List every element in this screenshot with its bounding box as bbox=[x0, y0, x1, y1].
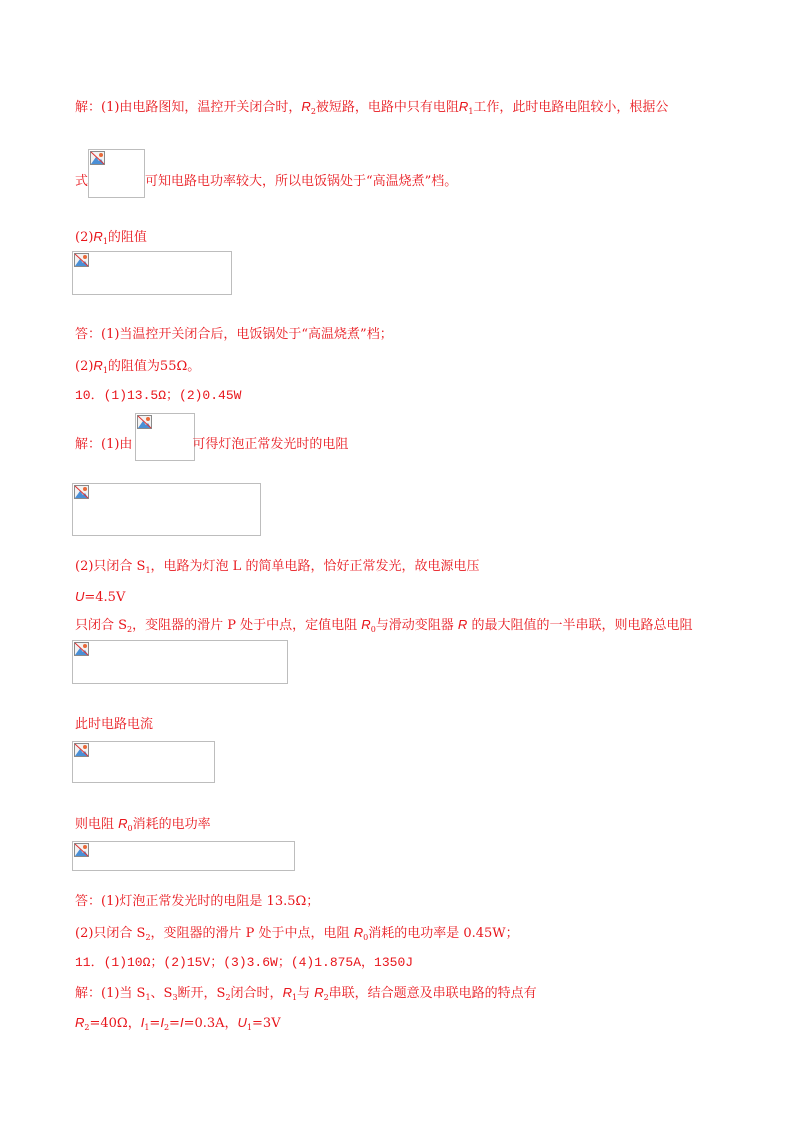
answer-line-2 bbox=[75, 357, 200, 380]
formula-image-6 bbox=[72, 741, 215, 783]
text: 与 bbox=[297, 986, 315, 1001]
text: 消耗的电功率是 0.45W； bbox=[368, 926, 519, 941]
solution-line-7 bbox=[75, 616, 692, 639]
subscript: 1 bbox=[246, 1023, 253, 1032]
formula-image-7 bbox=[72, 841, 295, 871]
text: 解：(1)由电路图知，温控开关闭合时， bbox=[75, 100, 302, 115]
answer-line-4 bbox=[75, 924, 519, 947]
subscript: 0 bbox=[363, 933, 369, 942]
subscript: 2 bbox=[145, 933, 151, 942]
subscript: 2 bbox=[310, 107, 316, 116]
subscript: 1 bbox=[291, 993, 298, 1002]
var-r: R bbox=[282, 985, 292, 1000]
broken-image-icon bbox=[90, 151, 105, 165]
formula-image-5 bbox=[72, 640, 288, 684]
text: (2)只闭合 S bbox=[75, 559, 146, 574]
solution-line-2 bbox=[75, 173, 457, 191]
text: 式 bbox=[75, 174, 89, 189]
var-u: U bbox=[75, 589, 85, 604]
var-r: R bbox=[301, 99, 311, 114]
broken-image-icon bbox=[74, 253, 89, 267]
text: 消耗的电功率 bbox=[132, 817, 211, 832]
text: 解：(1)当 S bbox=[75, 986, 146, 1001]
subscript: 1 bbox=[145, 566, 151, 575]
var-r: R bbox=[314, 985, 324, 1000]
text: 的阻值 bbox=[107, 230, 147, 245]
text: 闭合时， bbox=[230, 986, 283, 1001]
solution-line-9 bbox=[75, 815, 211, 838]
text: 答：(1)灯泡正常发光时的电阻是 13.5Ω； bbox=[75, 894, 320, 909]
subscript: 0 bbox=[127, 824, 133, 833]
broken-image-icon bbox=[74, 843, 89, 857]
var-r: R bbox=[353, 925, 364, 940]
formula-image-4 bbox=[72, 483, 261, 536]
text: 可得灯泡正常发光时的电阻 bbox=[192, 437, 349, 452]
text: =3V bbox=[252, 1016, 281, 1031]
text: 的阻值为 bbox=[107, 359, 160, 374]
text: 断开，S bbox=[177, 986, 226, 1001]
text: 答：(1)当温控开关闭合后，电饭锅处于“高温烧煮”档； bbox=[75, 327, 393, 342]
subscript: 2 bbox=[84, 1023, 90, 1032]
subscript: 2 bbox=[163, 1023, 170, 1032]
var-i: I bbox=[160, 1015, 164, 1030]
broken-image-icon bbox=[74, 743, 89, 757]
text: 只闭合 S bbox=[75, 618, 128, 633]
subscript: 2 bbox=[323, 993, 329, 1002]
text: 解：(1)由 bbox=[75, 437, 133, 452]
var-r: R bbox=[118, 816, 128, 831]
var-u: U bbox=[237, 1015, 247, 1030]
subscript: 3 bbox=[172, 993, 178, 1002]
text: 的最大阻值的一半串联，则电路总电阻 bbox=[467, 618, 693, 633]
answer-line-1 bbox=[75, 326, 393, 344]
solution-line-5 bbox=[75, 558, 479, 580]
text: ，变阻器的滑片 P 处于中点，定值电阻 bbox=[132, 618, 362, 633]
var-r: R bbox=[361, 617, 371, 632]
question-11-answers bbox=[75, 954, 413, 972]
var-r: R bbox=[93, 358, 103, 373]
text: 串联，结合题意及串联电路的特点有 bbox=[328, 986, 537, 1001]
solution-line-1 bbox=[75, 98, 668, 121]
subscript: 1 bbox=[145, 993, 151, 1002]
broken-image-icon bbox=[74, 642, 89, 656]
var-r: R bbox=[93, 229, 103, 244]
text: ，变阻器的滑片 P 处于中点，电阻 bbox=[150, 926, 354, 941]
subscript: 1 bbox=[468, 107, 474, 116]
text: =0.3A， bbox=[183, 1016, 238, 1031]
text: 工作，此时电路电阻较小，根据公 bbox=[473, 100, 669, 115]
text: 此时电路电流 bbox=[75, 717, 154, 732]
var-i: I bbox=[140, 1015, 145, 1030]
subscript: 0 bbox=[370, 625, 376, 634]
solution-line-6 bbox=[75, 588, 125, 607]
text: 、S bbox=[150, 986, 173, 1001]
var-r: R bbox=[75, 1015, 85, 1030]
subscript: 2 bbox=[127, 625, 133, 634]
solution-line-3 bbox=[75, 228, 147, 251]
subscript: 1 bbox=[102, 366, 108, 375]
text: 与滑动变阻器 bbox=[375, 618, 458, 633]
text: =40Ω， bbox=[89, 1016, 141, 1031]
subscript: 1 bbox=[144, 1023, 150, 1032]
subscript: 1 bbox=[102, 237, 108, 246]
answer-line-3 bbox=[75, 893, 319, 911]
question-10-answers bbox=[75, 387, 241, 405]
text: = bbox=[169, 1016, 180, 1031]
solution-line-11 bbox=[75, 1014, 281, 1037]
broken-image-icon bbox=[137, 415, 152, 429]
value: 55Ω。 bbox=[159, 359, 201, 374]
text: 10．(1)13.5Ω；(2)0.45W bbox=[75, 388, 242, 403]
var-i: I bbox=[179, 1015, 184, 1030]
solution-line-8 bbox=[75, 716, 153, 734]
text: 则电阻 bbox=[75, 817, 119, 832]
text: 被短路，电路中只有电阻 bbox=[315, 100, 459, 115]
var-r: R bbox=[457, 617, 468, 632]
text: (2)只闭合 S bbox=[75, 926, 146, 941]
text: (2) bbox=[75, 230, 94, 245]
var-r: R bbox=[458, 99, 469, 114]
formula-image-2 bbox=[72, 251, 232, 295]
broken-image-icon bbox=[74, 485, 89, 499]
text: 11．(1)10Ω；(2)15V；(3)3.6W；(4)1.875A，1350J bbox=[75, 955, 414, 970]
solution-line-4 bbox=[75, 436, 348, 454]
text: =4.5V bbox=[84, 590, 126, 605]
text: 可知电路电功率较大，所以电饭锅处于“高温烧煮”档。 bbox=[145, 174, 458, 189]
text: = bbox=[149, 1016, 161, 1031]
solution-line-10 bbox=[75, 984, 537, 1007]
text: (2) bbox=[75, 359, 94, 374]
text: ，电路为灯泡 L 的简单电路，恰好正常发光，故电源电压 bbox=[150, 559, 480, 574]
subscript: 2 bbox=[225, 993, 231, 1002]
